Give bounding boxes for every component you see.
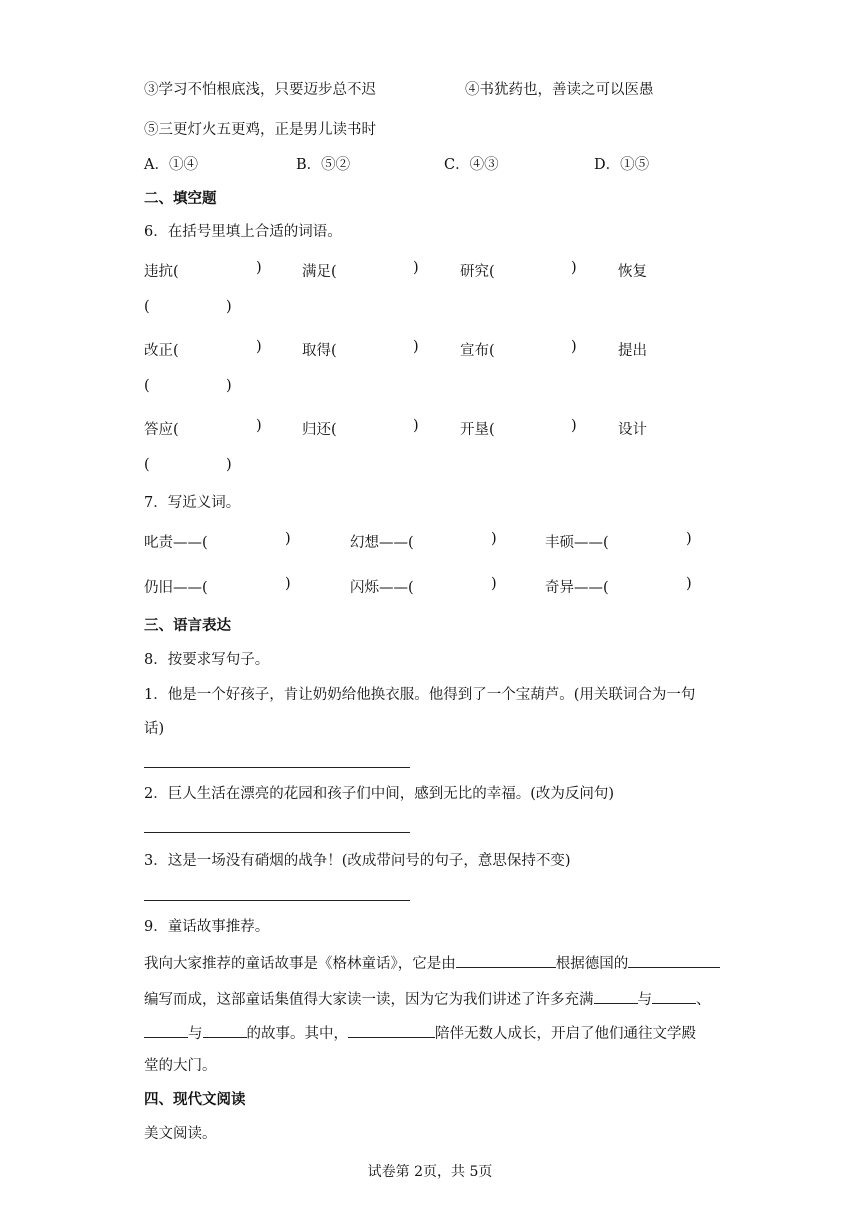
- choice-c: C．④③: [444, 157, 499, 173]
- blank-line[interactable]: [144, 1023, 188, 1038]
- q6-paren-open: (: [144, 457, 150, 473]
- option-5: ⑤三更灯火五更鸡，正是男儿读书时: [144, 122, 376, 138]
- q9-text: 根据德国的: [555, 956, 629, 972]
- q6-paren-open: (: [144, 378, 150, 394]
- q6-paren-close: ): [571, 260, 577, 276]
- q6-paren-close: ): [256, 418, 262, 434]
- blank-line[interactable]: [456, 953, 556, 968]
- q7-word: 幻想——(: [350, 535, 414, 551]
- reading-intro: 美文阅读。: [144, 1126, 217, 1142]
- q6-paren-close: ): [226, 457, 232, 473]
- question-8-stem: 8．按要求写句子。: [144, 652, 270, 668]
- q8-sentence-1-cont: 话): [144, 721, 165, 737]
- q6-word: 宣布(: [460, 343, 495, 359]
- q9-text: 我向大家推荐的童话故事是《格林童话》，它是由: [144, 956, 456, 972]
- q6-paren-close: ): [413, 339, 419, 355]
- q6-paren-close: ): [571, 418, 577, 434]
- q9-text: 编写而成，这部童话集值得大家读一读，因为它为我们讲述了许多充满: [144, 992, 594, 1008]
- q9-text: 陪伴无数人成长，开启了他们通往文学殿: [435, 1026, 696, 1042]
- blank-line[interactable]: [594, 989, 638, 1004]
- question-7-stem: 7．写近义词。: [144, 495, 241, 511]
- q9-line-3: [144, 1022, 696, 1043]
- answer-line[interactable]: [144, 832, 410, 833]
- q9-text: 的故事。其中，: [246, 1026, 348, 1042]
- q6-word: 开垦(: [460, 422, 495, 438]
- q6-paren-close: ): [226, 299, 232, 315]
- answer-line[interactable]: [144, 900, 410, 901]
- q9-line-4: 堂的大门。: [144, 1058, 217, 1074]
- choice-d: D．①⑤: [594, 157, 650, 173]
- question-6-stem: 6．在括号里填上合适的词语。: [144, 224, 342, 240]
- q6-word: 违抗(: [144, 264, 179, 280]
- page-footer: 试卷第 2页，共 5页: [367, 1164, 493, 1180]
- q7-word: 奇异——(: [545, 580, 609, 596]
- q6-word: 取得(: [302, 343, 337, 359]
- choice-a: A．①④: [144, 157, 198, 173]
- option-4: ④书犹药也，善读之可以医愚: [465, 82, 654, 98]
- q6-paren-close: ): [571, 339, 577, 355]
- q9-text: 与: [637, 992, 652, 1008]
- blank-line[interactable]: [203, 1023, 247, 1038]
- q7-paren-close: ): [285, 531, 291, 547]
- q9-line-2: [144, 988, 711, 1009]
- q7-word: 仍旧——(: [144, 580, 208, 596]
- q6-word: 答应(: [144, 422, 179, 438]
- section-title-modern-reading: 四、现代文阅读: [144, 1092, 246, 1108]
- choice-b: B．⑤②: [296, 157, 351, 173]
- q7-word: 丰硕——(: [545, 535, 609, 551]
- q6-paren-close: ): [256, 260, 262, 276]
- q7-paren-close: ): [686, 531, 692, 547]
- q6-word: 恢复: [618, 264, 647, 280]
- blank-line[interactable]: [348, 1023, 435, 1038]
- q6-paren-close: ): [413, 260, 419, 276]
- q6-paren-open: (: [144, 299, 150, 315]
- q7-paren-close: ): [491, 576, 497, 592]
- q8-sentence-3: 3．这是一场没有硝烟的战争！(改成带问号的句子，意思保持不变): [144, 853, 571, 869]
- q8-sentence-2: 2．巨人生活在漂亮的花园和孩子们中间，感到无比的幸福。(改为反问句): [144, 786, 615, 802]
- q6-word: 归还(: [302, 422, 337, 438]
- q7-word: 闪烁——(: [350, 580, 414, 596]
- q6-word: 满足(: [302, 264, 337, 280]
- q7-word: 叱责——(: [144, 535, 208, 551]
- q7-paren-close: ): [491, 531, 497, 547]
- q6-word: 提出: [618, 343, 647, 359]
- blank-line[interactable]: [652, 989, 696, 1004]
- answer-line[interactable]: [144, 767, 410, 768]
- q7-paren-close: ): [285, 576, 291, 592]
- q6-word: 研究(: [460, 264, 495, 280]
- option-3: ③学习不怕根底浅，只要迈步总不迟: [144, 82, 376, 98]
- blank-line[interactable]: [628, 953, 720, 968]
- section-title-language-expression: 三、语言表达: [144, 618, 231, 634]
- q6-word: 改正(: [144, 343, 179, 359]
- question-9-stem: 9．童话故事推荐。: [144, 919, 270, 935]
- q6-paren-close: ): [413, 418, 419, 434]
- q9-text: 、: [696, 992, 711, 1008]
- q8-sentence-1: 1．他是一个好孩子，肯让奶奶给他换衣服。他得到了一个宝葫芦。(用关联词合为一句: [144, 687, 696, 703]
- q9-line-1: [144, 952, 720, 973]
- q6-paren-close: ): [256, 339, 262, 355]
- section-title-fill-in: 二、填空题: [144, 191, 217, 207]
- q6-paren-close: ): [226, 378, 232, 394]
- q6-word: 设计: [618, 422, 647, 438]
- q7-paren-close: ): [686, 576, 692, 592]
- q9-text: 与: [188, 1026, 203, 1042]
